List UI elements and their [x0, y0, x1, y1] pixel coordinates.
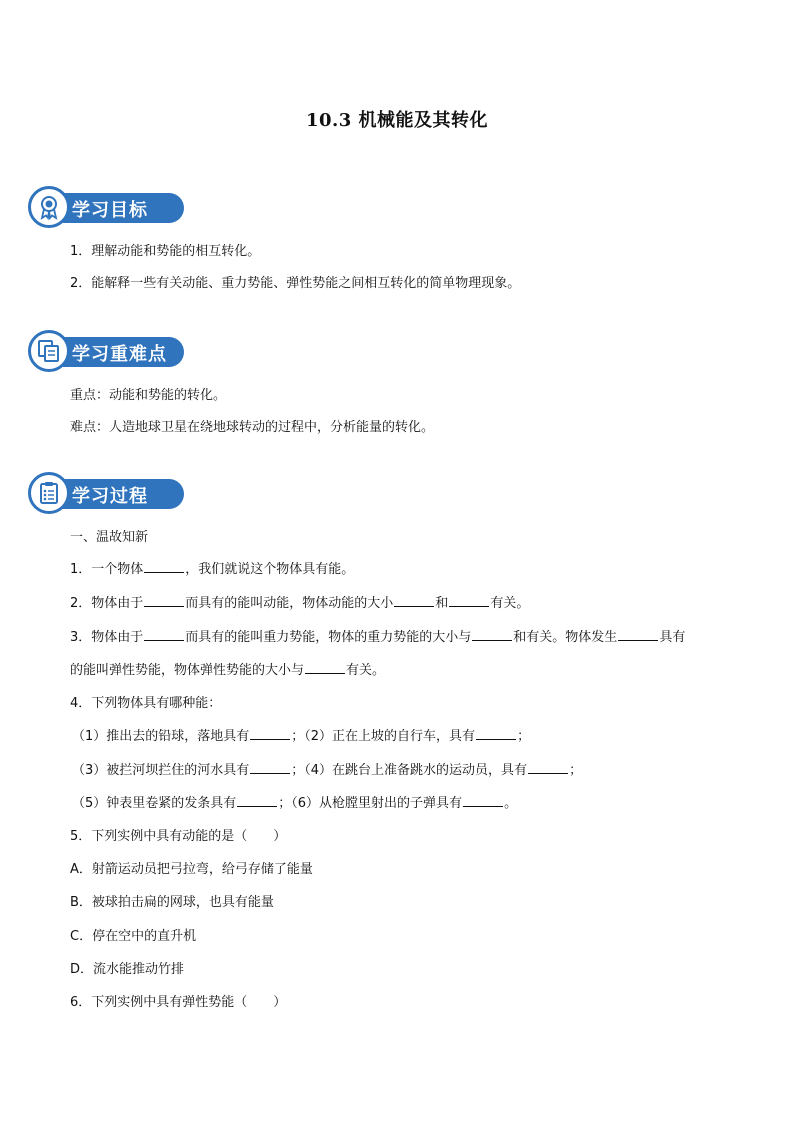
section-label: 学习过程 [72, 486, 148, 507]
page-title: 10.3 机械能及其转化 [305, 110, 489, 131]
answer-blank[interactable] [144, 628, 184, 641]
option-d: D．流水能推动竹排 [70, 962, 185, 977]
answer-blank[interactable] [528, 761, 568, 774]
question-2: 2．物体由于 而具有的能叫动能，物体动能的大小 和 有关。 [70, 596, 530, 611]
answer-blank[interactable] [476, 727, 516, 740]
section-header-key-points [28, 330, 188, 374]
part-heading: 一、温故知新 [70, 530, 149, 545]
question-5: 5．下列实例中具有动能的是（ ） [70, 829, 287, 844]
answer-blank[interactable] [144, 594, 184, 607]
question-4-row: （5）钟表里卷紧的发条具有 ；（6）从枪膛里射出的子弹具有 。 [72, 796, 518, 811]
question-3: 3．物体由于 而具有的能叫重力势能，物体的重力势能的大小与 和有关。物体发生 具有 [70, 630, 686, 645]
goal-item: 1．理解动能和势能的相互转化。 [70, 244, 261, 259]
option-b: B．被球拍击扁的网球，也具有能量 [70, 895, 274, 910]
section-header-goals [28, 186, 188, 230]
question-4-row: （3）被拦河坝拦住的河水具有 ；（4）在跳台上准备跳水的运动员，具有 ； [72, 763, 583, 778]
section-header-process [28, 472, 188, 516]
question-1: 1．一个物体 ，我们就说这个物体具有能。 [70, 562, 355, 577]
answer-blank[interactable] [250, 761, 290, 774]
question-6: 6．下列实例中具有弹性势能（ ） [70, 995, 287, 1010]
option-c: C．停在空中的直升机 [70, 929, 197, 944]
key-point: 重点：动能和势能的转化。 [70, 388, 227, 403]
answer-blank[interactable] [250, 727, 290, 740]
section-label: 学习重难点 [72, 344, 167, 365]
goal-item: 2．能解释一些有关动能、重力势能、弹性势能之间相互转化的简单物理现象。 [70, 276, 521, 291]
question-4-row: （1）推出去的铅球，落地具有 ；（2）正在上坡的自行车，具有 ； [72, 729, 531, 744]
answer-blank[interactable] [463, 794, 503, 807]
answer-blank[interactable] [237, 794, 277, 807]
award-icon [28, 186, 70, 228]
documents-icon [28, 330, 70, 372]
answer-blank[interactable] [472, 628, 512, 641]
section-label: 学习目标 [72, 200, 148, 221]
answer-blank[interactable] [618, 628, 658, 641]
difficult-point: 难点：人造地球卫星在绕地球转动的过程中，分析能量的转化。 [70, 420, 435, 435]
clipboard-icon [28, 472, 70, 514]
answer-blank[interactable] [449, 594, 489, 607]
option-a: A．射箭运动员把弓拉弯，给弓存储了能量 [70, 862, 313, 877]
question-3-continued: 的能叫弹性势能，物体弹性势能的大小与 有关。 [70, 663, 386, 678]
answer-blank[interactable] [394, 594, 434, 607]
answer-blank[interactable] [305, 661, 345, 674]
answer-blank[interactable] [144, 560, 184, 573]
question-4: 4．下列物体具有哪种能： [70, 696, 222, 711]
